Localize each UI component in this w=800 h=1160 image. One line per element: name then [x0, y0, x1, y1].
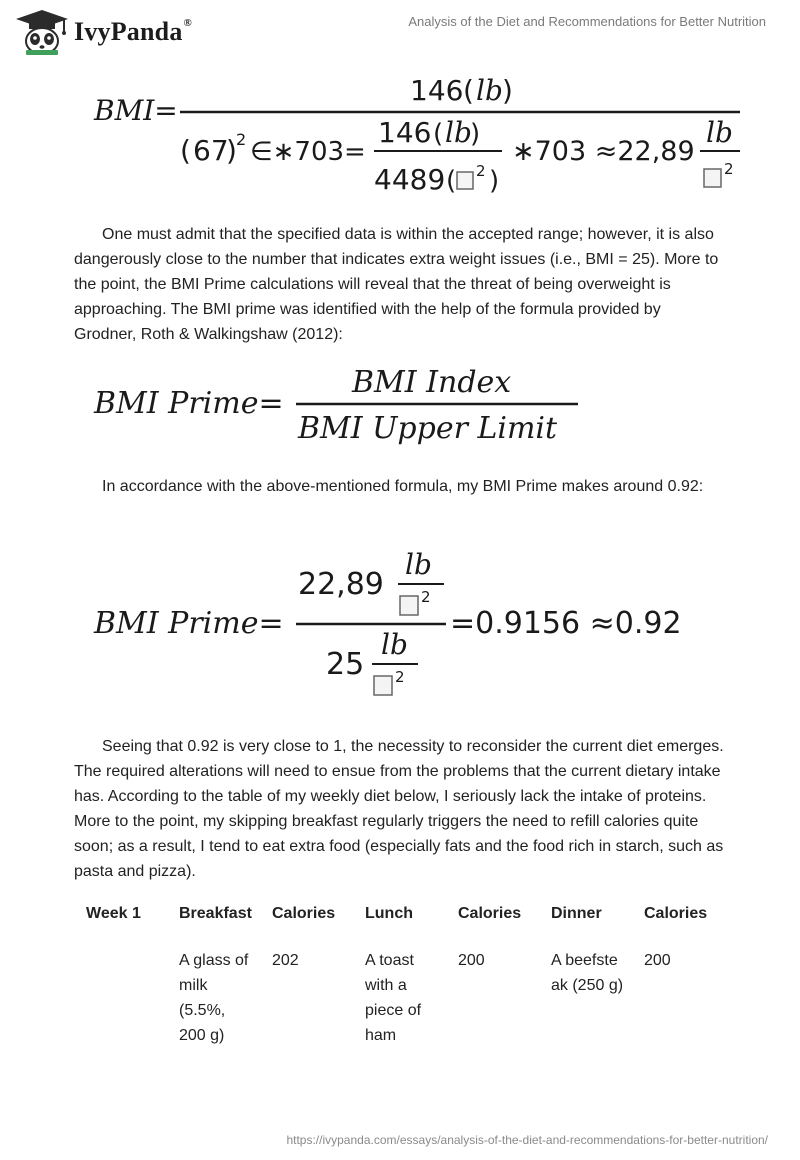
formula1-frac-den: 4489: [374, 163, 446, 196]
bmi-prime-definition-formula: [0, 358, 800, 458]
svg-text:2: 2: [395, 668, 405, 686]
paragraph-bmi-range: One must admit that the specified data is within the accepted range; however, it is also dangerously close to the number that indicates extra weight issues (i.e., BMI = 25). More to the point, the BMI Prime calculations will reveal that the threat of being overweight is approaching. The BMI prime was identified with the help of the formula provided by Grodner, Roth & Walkingshaw (2012):: [74, 226, 719, 343]
table-header-row: [76, 897, 727, 944]
formula3-den-value: 25: [326, 647, 365, 682]
missing-glyph-icon: [704, 169, 721, 187]
svg-text:(: (: [446, 166, 457, 196]
formula3-num-value: 22,89: [298, 567, 384, 602]
svg-text:(: (: [463, 74, 474, 107]
document-title: Analysis of the Diet and Recommendations for Better Nutrition: [408, 14, 766, 29]
formula1-frac-num: 146: [378, 116, 432, 149]
formula3-rhs: =0.9156 ≈0.92: [450, 606, 682, 641]
formula3-lhs: BMI Prime=: [94, 606, 284, 641]
formula1-top-unit: lb: [476, 74, 503, 107]
paragraph-diet-problems: Seeing that 0.92 is very close to 1, the necessity to reconsider the current diet emerges. The required alterations will need to ensue from the problems that the current dietary intake has. According to the table of my weekly diet below, I seriously lack the intake of proteins. More to the point, my skipping breakfast regularly triggers the need to refill calories quite soon; as a result, I tend to eat extra food (especially fats and the food rich in starch, such as pasta and pizza).: [74, 738, 724, 880]
formula2-numerator: BMI Index: [352, 365, 512, 400]
svg-text:2: 2: [724, 160, 734, 178]
header-dinner: Dinner: [551, 905, 602, 922]
paragraph-bmi-prime-value: In accordance with the above-mentioned formula, my BMI Prime makes around 0.92:: [102, 478, 704, 495]
svg-text:): ): [470, 119, 481, 149]
table-cell: A glass of milk (5.5%, 200 g): [179, 952, 249, 1044]
svg-text:2: 2: [476, 162, 486, 180]
svg-text:lb: lb: [381, 628, 408, 661]
svg-text:2: 2: [421, 588, 431, 606]
missing-glyph-icon: [400, 596, 418, 615]
formula1-unit-num: lb: [706, 116, 733, 149]
svg-text:(: (: [180, 134, 191, 167]
table-row: [76, 944, 727, 1056]
missing-glyph-icon: [374, 676, 392, 695]
formula2-denominator: BMI Upper Limit: [298, 411, 558, 446]
header-calories: Calories: [644, 905, 708, 922]
svg-text:): ): [502, 74, 513, 107]
table-cell: A beefsteak (250 g): [551, 952, 624, 994]
header-week: Week 1: [86, 905, 141, 922]
table-cell: 200: [458, 952, 485, 969]
table-cell: 200: [644, 952, 671, 969]
table-cell: 202: [272, 952, 299, 969]
header-lunch: Lunch: [365, 905, 413, 922]
source-url-link[interactable]: https://ivypanda.com/essays/analysis-of-the-diet-and-recommendations-for-better-nutrition/: [286, 1133, 768, 1147]
missing-glyph-icon: [457, 172, 473, 189]
table-cell: [76, 944, 169, 1056]
svg-text:lb: lb: [405, 548, 432, 581]
formula1-base: 67: [193, 134, 229, 167]
svg-text:): ): [226, 134, 237, 167]
weekly-diet-table: [76, 897, 727, 1056]
header-calories: Calories: [458, 905, 522, 922]
formula1-lhs: BMI=: [94, 94, 178, 127]
bmi-prime-calculation-formula: [0, 540, 800, 720]
svg-text:): ): [489, 166, 500, 196]
formula1-ops: ∈∗703=: [250, 137, 366, 167]
formula2-lhs: BMI Prime=: [94, 386, 284, 421]
svg-text:(: (: [433, 119, 444, 149]
brand-name: IvyPanda®: [74, 17, 192, 46]
formula1-frac-unit: lb: [445, 116, 472, 149]
bmi-formula: [0, 0, 800, 205]
header-calories: Calories: [272, 905, 336, 922]
formula1-tail: ∗703 ≈22,89: [512, 136, 695, 167]
header-breakfast: Breakfast: [179, 905, 252, 922]
formula1-exponent: 2: [236, 130, 247, 149]
table-cell: A toast with a piece of ham: [365, 952, 422, 1044]
formula1-top-num: 146: [410, 74, 464, 107]
